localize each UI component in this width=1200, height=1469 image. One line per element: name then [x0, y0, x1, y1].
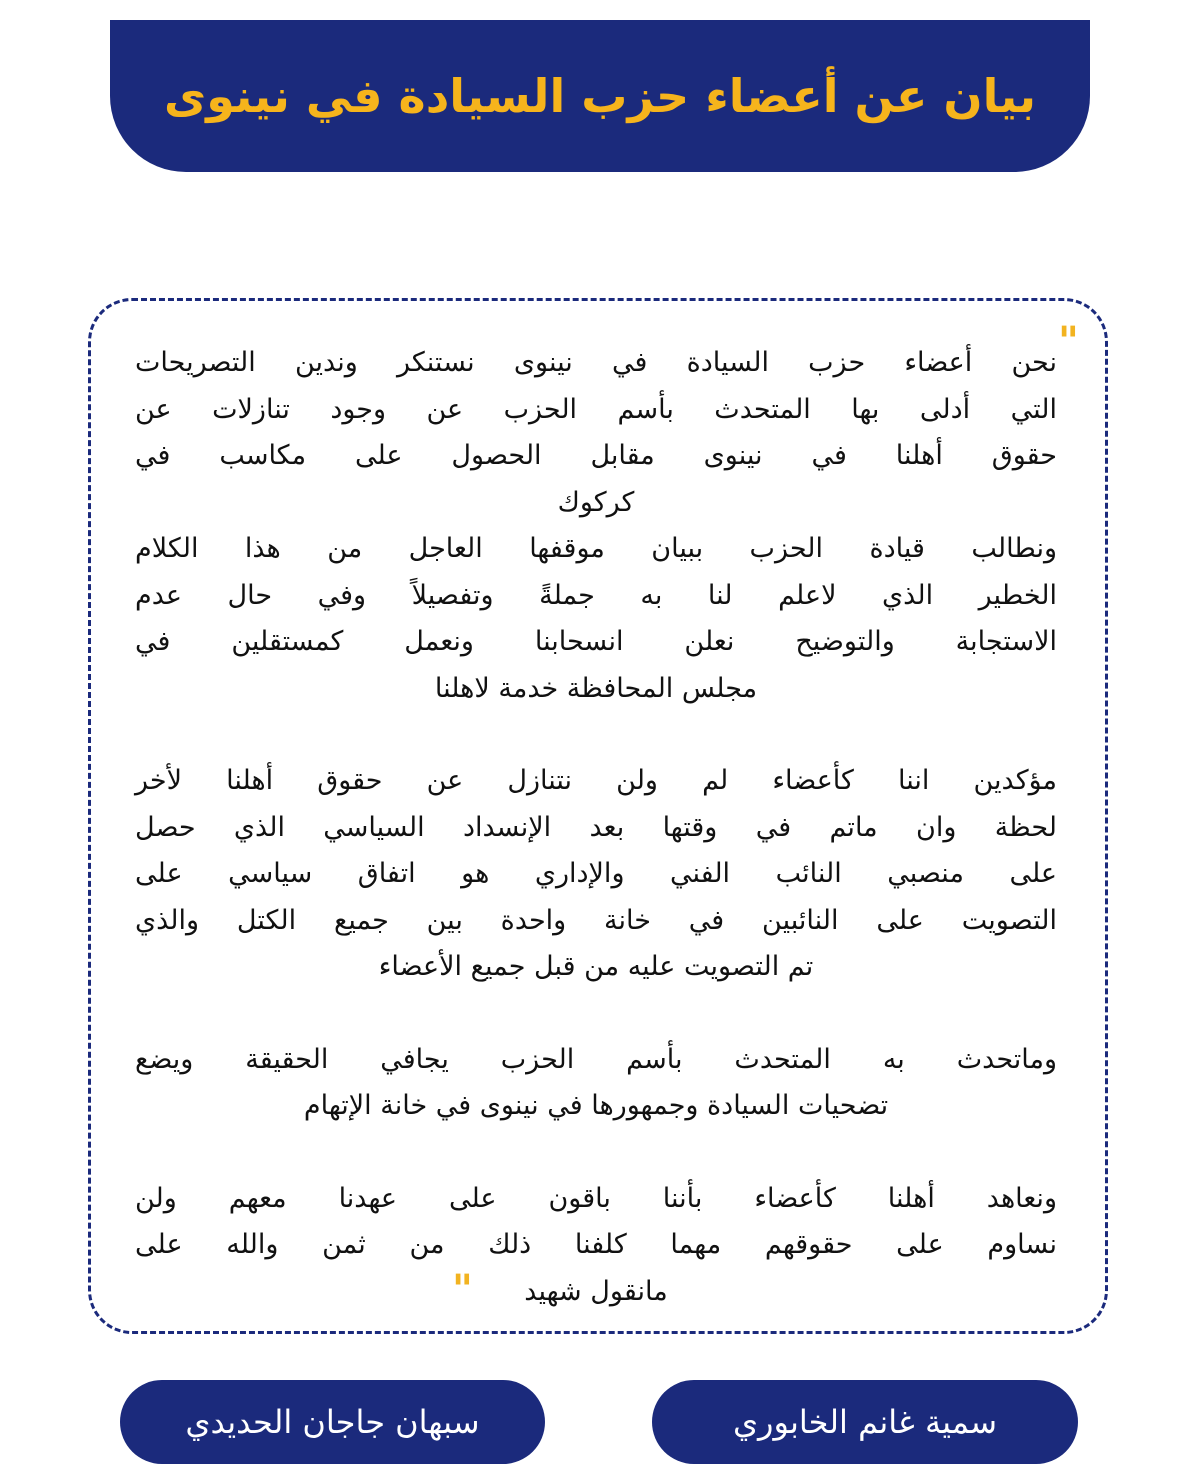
paragraph-4 — [135, 1037, 1057, 1130]
page-title: بيان عن أعضاء حزب السيادة في نينوى — [164, 69, 1036, 123]
paragraph-2 — [135, 526, 1057, 712]
text-line: مؤكدين اننا كأعضاء لم ولن نتنازل عن حقوق أهلنا لأخر — [135, 765, 1057, 796]
text-line: التي أدلى بها المتحدث بأسم الحزب عن وجود تنازلات عن — [135, 393, 1057, 425]
signatory-name: سبهان جاجان الحديدي — [185, 1403, 480, 1441]
text-line: نساوم على حقوقهم مهما كلفنا ذلك من ثمن والله على — [135, 1229, 1057, 1260]
paragraph-5 — [135, 1176, 1057, 1316]
signatory-name: سمية غانم الخابوري — [732, 1403, 998, 1441]
signatory-badge-left — [120, 1380, 545, 1464]
text-line: نحن أعضاء حزب السيادة في نينوى نستنكر وندين التصريحات — [135, 347, 1057, 378]
title-banner — [110, 20, 1090, 172]
text-line: مجلس المحافظة خدمة لاهلنا — [434, 672, 758, 704]
text-line: تم التصويت عليه من قبل جميع الأعضاء — [378, 951, 814, 982]
text-line: لحظة وان ماتم في وقتها بعد الإنسداد السياسي الذي حصل — [135, 811, 1057, 843]
opening-quote-mark: " — [1058, 319, 1079, 365]
signatory-badge-right — [652, 1380, 1078, 1464]
text-line: ونعاهد أهلنا كأعضاء بأننا باقون على عهدنا معهم ولن — [135, 1182, 1057, 1214]
closing-quote-mark: " — [452, 1267, 473, 1313]
text-line: التصويت على النائبين في خانة واحدة بين جميع الكتل والذي — [135, 904, 1057, 936]
text-line: الاستجابة والتوضيح نعلن انسحابنا ونعمل كمستقلين في — [135, 626, 1057, 657]
text-line: حقوق أهلنا في نينوى مقابل الحصول على مكاسب في — [135, 440, 1057, 471]
text-line: ونطالب قيادة الحزب ببيان موقفها العاجل من هذا الكلام — [135, 533, 1057, 564]
paragraph-1 — [135, 340, 1057, 526]
text-line: تضحيات السيادة وجمهورها في نينوى في خانة الإتهام — [303, 1090, 889, 1121]
text-line: الخطير الذي لاعلم لنا به جملةً وتفصيلاً وفي حال عدم — [135, 579, 1057, 611]
text-line: مانقول شهيد — [524, 1275, 668, 1307]
text-line: وماتحدث به المتحدث بأسم الحزب يجافي الحقيقة ويضع — [135, 1043, 1057, 1075]
text-line: على منصبي النائب الفني والإداري هو اتفاق سياسي على — [135, 858, 1057, 889]
paragraph-3 — [135, 758, 1057, 991]
text-line: كركوك — [557, 486, 635, 518]
statement-body — [135, 340, 1057, 1315]
